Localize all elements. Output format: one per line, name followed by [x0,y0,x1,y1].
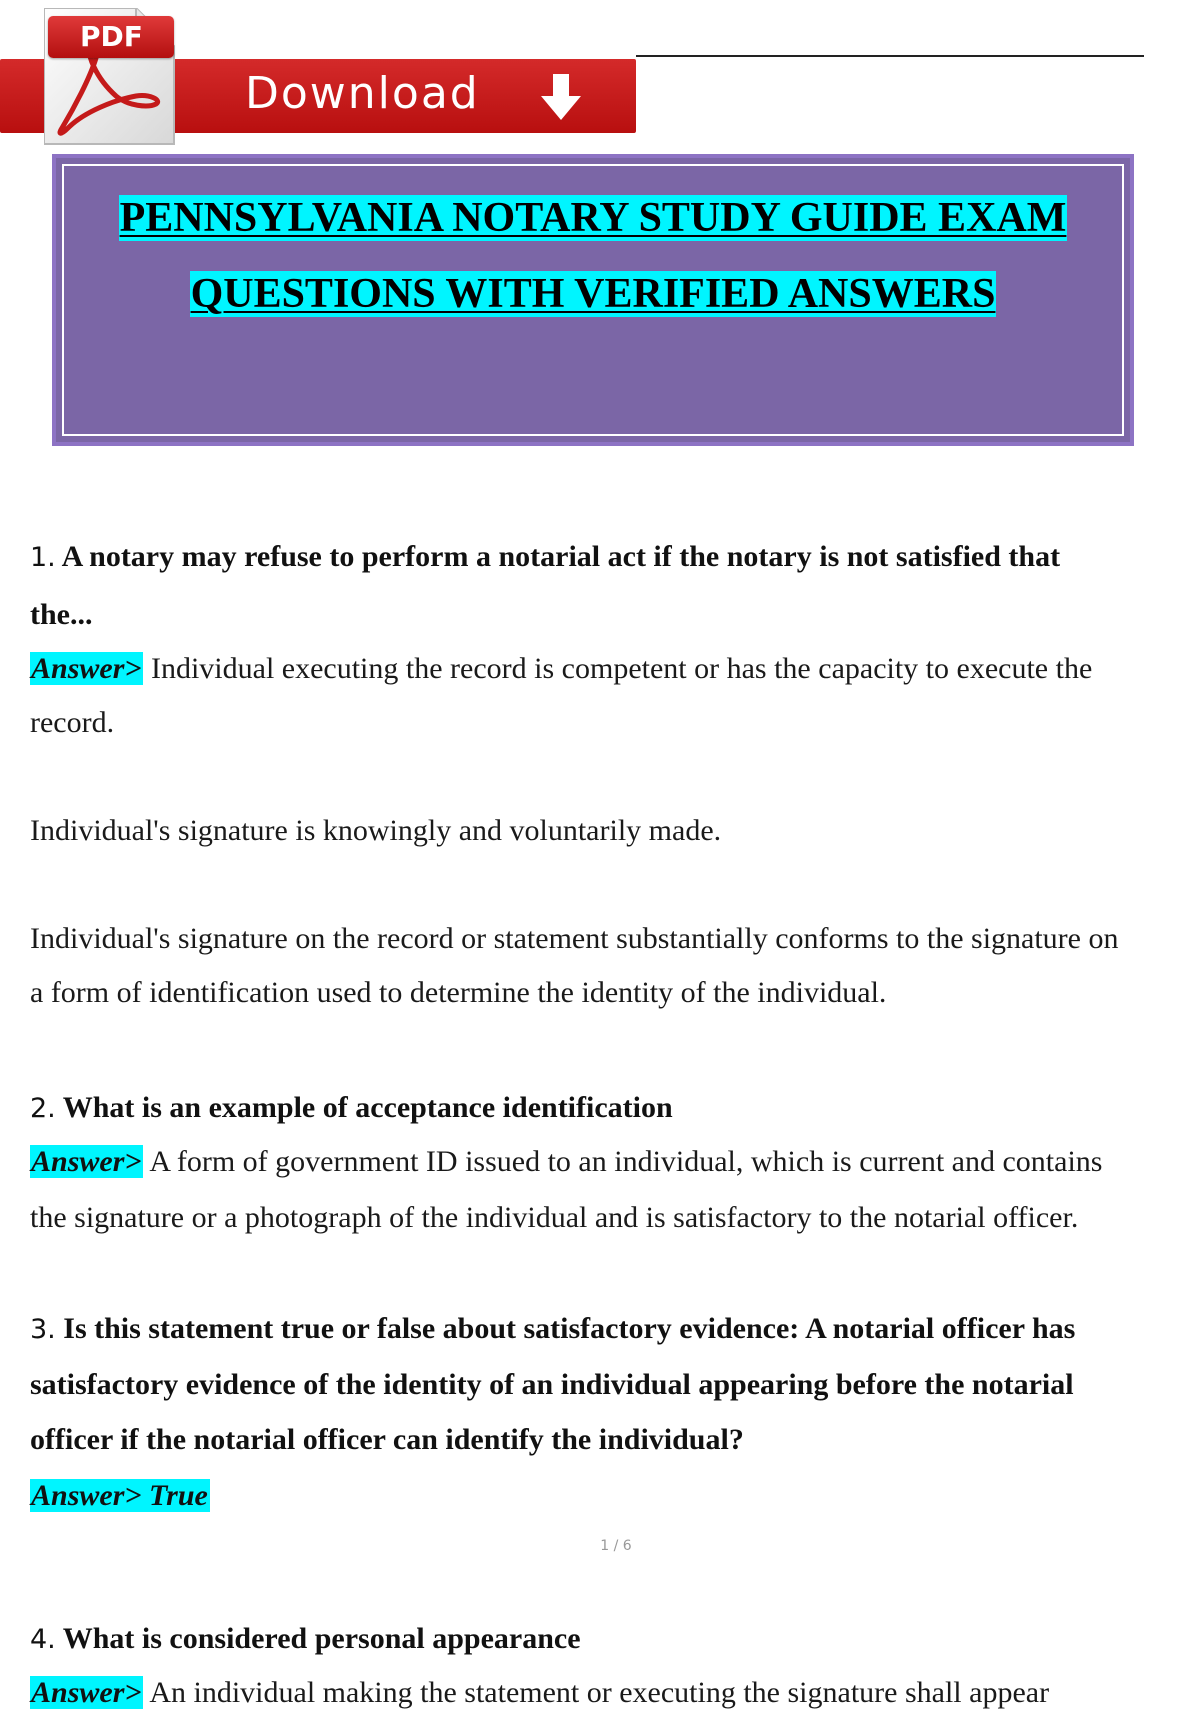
download-arrow-icon [538,72,584,122]
answer-tag: Answer> [31,1145,142,1178]
answer-1-line-2: record. [30,706,115,739]
download-banner[interactable] [0,0,640,150]
question-1-line-2: the... [30,598,93,631]
pdf-label-tag: PDF [48,16,174,58]
question-number: 2. [30,1093,56,1124]
header-rule [636,55,1144,57]
download-label[interactable]: Download [245,68,480,119]
answer-3 [30,1479,210,1513]
question-text: A notary may refuse to perform a notarial act if the notary is not satisfied that [61,540,1061,573]
question-3-line-2: satisfactory evidence of the identity of an individual appearing before the notarial [30,1368,1074,1401]
answer-1 [30,652,1092,686]
page-indicator: 1 / 6 [600,1538,632,1554]
question-3-line-3: officer if the notarial officer can identify the individual? [30,1423,744,1456]
question-4 [30,1622,581,1656]
answer-1-paragraph-2: Individual's signature is knowingly and voluntarily made. [30,814,722,847]
question-number: 4. [30,1624,56,1655]
question-2 [30,1091,673,1125]
answer-4 [30,1676,1049,1710]
answer-2-line-2: the signature or a photograph of the individual and is satisfactory to the notarial officer. [30,1201,1079,1234]
question-number: 3. [30,1314,56,1345]
question-number: 1. [30,542,56,573]
answer-1-paragraph-3: Individual's signature on the record or statement substantially conforms to the signature on [30,922,1119,955]
question-1 [30,540,1060,574]
document-title-line-2: QUESTIONS WITH VERIFIED ANSWERS [190,271,996,317]
title-box [52,154,1134,446]
answer-text: A form of government ID issued to an individual, which is current and contains [149,1145,1103,1178]
answer-tag: Answer> [31,1676,142,1709]
answer-text: Individual executing the record is competent or has the capacity to execute the [150,652,1093,685]
question-text: What is an example of acceptance identification [62,1091,673,1124]
pdf-file-icon [44,8,176,146]
document-title-line-1: PENNSYLVANIA NOTARY STUDY GUIDE EXAM [119,195,1067,241]
question-text: Is this statement true or false about satisfactory evidence: A notarial officer has [63,1312,1076,1345]
answer-text: An individual making the statement or executing the signature shall appear [149,1676,1050,1709]
answer-1-paragraph-3-line-2: a form of identification used to determine the identity of the individual. [30,976,887,1009]
answer-tag: Answer> [31,652,142,685]
answer-tag-true: Answer> True [31,1479,208,1512]
question-text: What is considered personal appearance [62,1622,581,1655]
answer-2 [30,1145,1102,1179]
question-3 [30,1312,1075,1346]
